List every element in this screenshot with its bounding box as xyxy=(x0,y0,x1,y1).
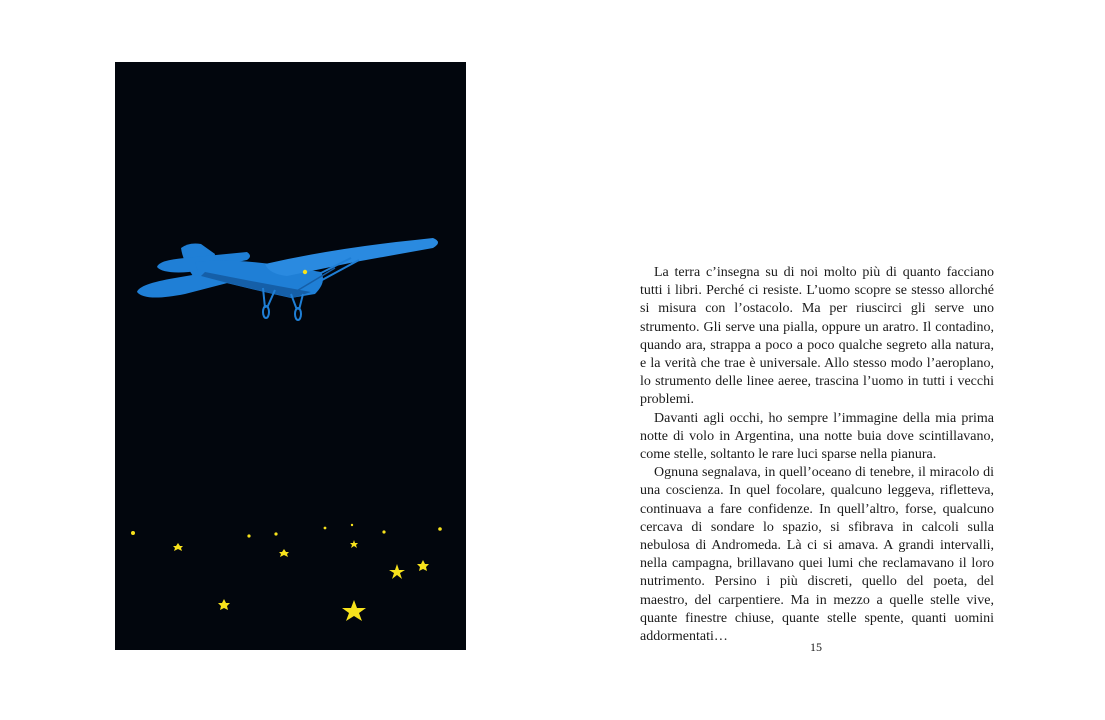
star-icon xyxy=(382,530,385,533)
night-sky-illustration xyxy=(115,62,466,650)
paragraph: La terra c’insegna su di noi molto più di quanto facciano tutti i libri. Perché ci resiste. L’uomo scopre se stesso allorché si misura con l’ostacolo. Ma per riuscirci gli serve uno strumento. Gli serve una pialla, oppure un aratro. Il contadino, quando ara, strappa a poco a poco qualche segreto alla natura, e la verità che trae è universale. Allo stesso modo l’aeroplano, lo strumento delle linee aeree, trascina l’uomo in tutti i vecchi problemi. xyxy=(640,265,994,408)
page-number: 15 xyxy=(810,640,822,654)
star-icon xyxy=(438,527,442,531)
paragraph: Ognuna segnalava, in quell’oceano di tenebre, il miracolo di una coscienza. In quel focolare, qualcuno leggeva, rifletteva, continuava a fare confidenze. In quell’altro, forse, qualcuno cercava di sondare lo spazio, si sfibrava in calcoli sulla nebulosa di Andromeda. Là ci si amava. A grandi intervalli, nella campagna, brillavano quei lumi che reclamavano il loro nutrimento. Persino i più discreti, quello del poeta, del maestro, del carpentiere. Ma in mezzo a quelle stelle vive, quante finestre chiuse, quante stelle spente, quanti uomini addormentati… xyxy=(640,465,994,645)
paragraph: Davanti agli occhi, ho sempre l’immagine della mia prima notte di volo in Argentina, una notte buia dove scintillavano, come stelle, soltanto le rare luci sparse nella pianura. xyxy=(640,410,994,463)
airplane-night-illustration xyxy=(115,62,466,650)
star-icon xyxy=(274,532,277,535)
star-icon xyxy=(247,534,250,537)
star-icon xyxy=(324,527,327,530)
text-column xyxy=(640,264,994,646)
star-icon xyxy=(351,524,353,526)
star-icon xyxy=(131,531,135,535)
night-background xyxy=(115,62,466,650)
